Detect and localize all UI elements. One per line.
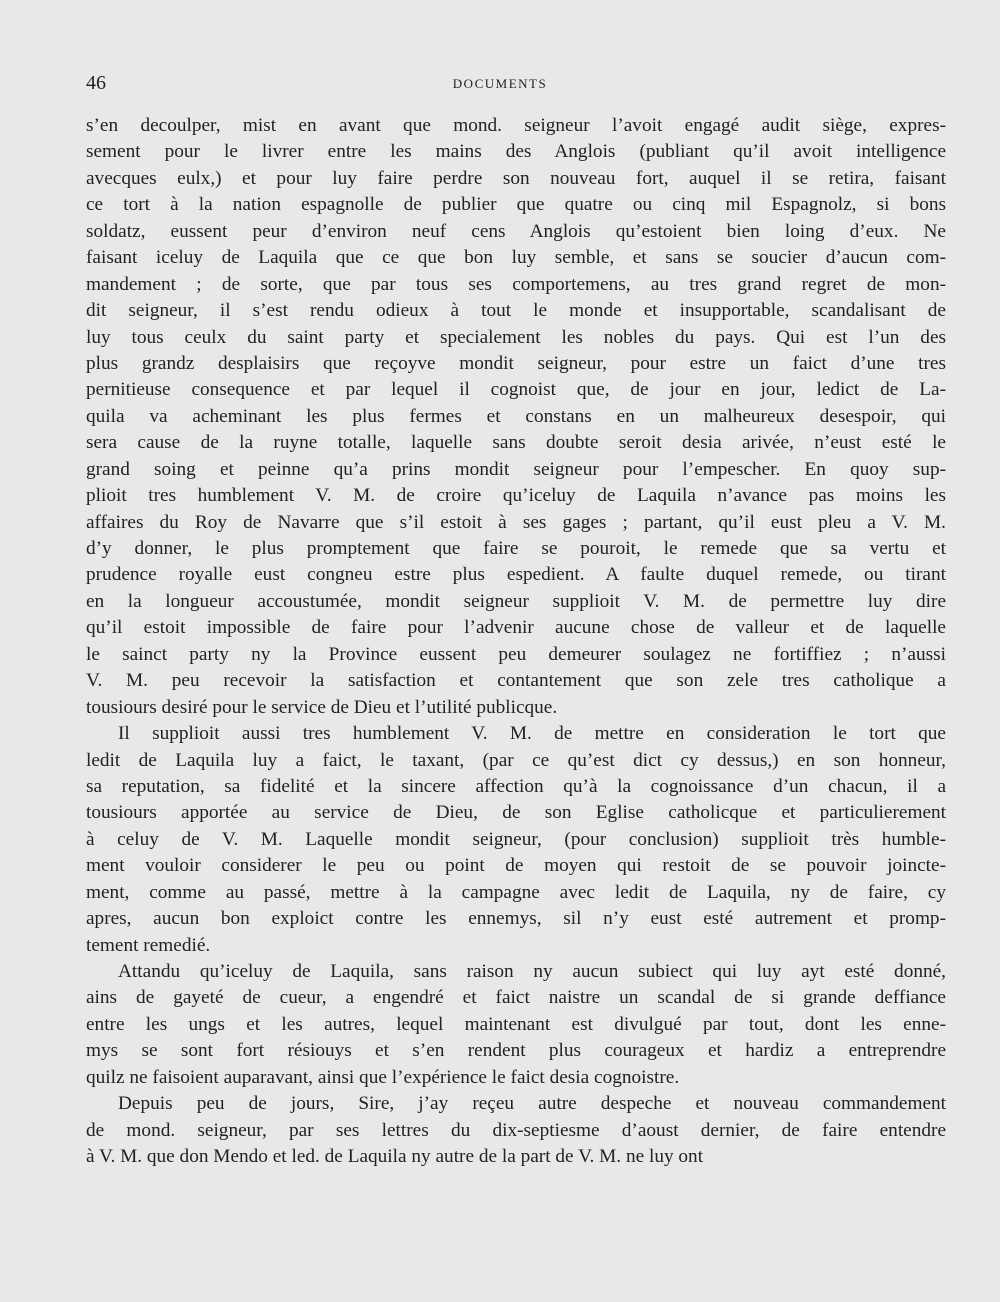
text-line: sement pour le livrer entre les mains des Anglois (publiant qu’il avoit intelligence <box>86 141 946 163</box>
text-line: de mond. seigneur, par ses lettres du dix-septiesme d’aoust dernier, de faire entendre <box>86 1119 946 1141</box>
text-line: plus grandz desplaisirs que reçoyve mondit seigneur, pour estre un faict d’une tres <box>86 352 946 374</box>
text-line: affaires du Roy de Navarre que s’il estoit à ses gages ; partant, qu’il eust pleu a V. M. <box>86 511 946 533</box>
text-line: Attandu qu’iceluy de Laquila, sans raison ny aucun subiect qui luy ayt esté donné, <box>118 961 946 982</box>
text-line: à V. M. que don Mendo et led. de Laquila ny autre de la part de V. M. ne luy ont <box>86 1146 704 1168</box>
text-line: en la longueur accoustumée, mondit seigneur supplioit V. M. de permettre luy dire <box>86 590 946 612</box>
text-line: mys se sont fort résiouys et s’en rendent plus courageux et hardiz a entreprendre <box>86 1040 946 1062</box>
text-line: Il supplioit aussi tres humblement V. M. de mettre en consideration le tort que <box>118 723 946 745</box>
text-line: d’y donner, le plus promptement que faire se pouroit, le remede que sa vertu et <box>86 538 946 559</box>
text-line: Depuis peu de jours, Sire, j’ay reçeu autre despeche et nouveau commandement <box>118 1093 946 1115</box>
text-line: à celuy de V. M. Laquelle mondit seigneur, (pour conclusion) supplioit très humble- <box>86 828 946 850</box>
text-line: tement remedié. <box>86 934 211 956</box>
text-line: prudence royalle eust congneu estre plus espedient. A faulte duquel remede, ou tirant <box>86 564 946 586</box>
text-line: quilz ne faisoient auparavant, ainsi que l’expérience le faict desia cognoistre. <box>86 1066 680 1088</box>
text-line: sa reputation, sa fidelité et la sincere affection qu’à la cognoissance d’un chacun, il a <box>86 775 946 797</box>
text-line: faisant iceluy de Laquila que ce que bon luy semble, et sans se soucier d’aucun com- <box>86 247 946 269</box>
text-line: quila va acheminant les plus fermes et constans en un malheureux desespoir, qui <box>86 405 946 427</box>
text-line: plioit tres humblement V. M. de croire qu’iceluy de Laquila n’avance pas moins les <box>86 485 946 507</box>
text-line: avecques eulx,) et pour luy faire perdre son nouveau fort, auquel il se retira, faisant <box>86 167 946 189</box>
text-line: entre les ungs et les autres, lequel maintenant est divulgué par tout, dont les enne- <box>86 1013 946 1035</box>
text-line: apres, aucun bon exploict contre les ennemys, sil n’y eust esté autrement et promp- <box>86 908 946 930</box>
text-line: s’en decoulper, mist en avant que mond. seigneur l’avoit engagé audit siège, expres- <box>86 115 946 136</box>
text-line: dit seigneur, il s’est rendu odieux à tout le monde et insupportable, scandalisant de <box>86 300 946 322</box>
paragraph <box>86 959 946 1091</box>
page-number: 46 <box>86 72 106 94</box>
text-line: ment, comme au passé, mettre à la campagne avec ledit de Laquila, ny de faire, cy <box>86 881 946 903</box>
text-line: pernitieuse consequence et par lequel il cognoist que, de jour en jour, ledict de La- <box>86 379 946 401</box>
text-line: V. M. peu recevoir la satisfaction et contantement que son zele tres catholique a <box>86 670 946 692</box>
text-line: qu’il estoit impossible de faire pour l’advenir aucune chose de valleur et de laquelle <box>86 617 946 639</box>
text-line: soldatz, eussent peur d’environ neuf cens Anglois qu’estoient bien loing d’eux. Ne <box>86 220 946 242</box>
paragraph <box>86 1091 946 1170</box>
text-line: ce tort à la nation espagnolle de publier que quatre ou cinq mil Espagnolz, si bons <box>86 194 946 216</box>
text-line: ledit de Laquila luy a faict, le taxant, (par ce qu’est dict cy dessus,) en son honneur, <box>86 749 946 771</box>
text-line: ains de gayeté de cueur, a engendré et faict naistre un scandal de si grande deffiance <box>86 987 946 1009</box>
running-head: DOCUMENTS <box>452 76 548 91</box>
text-line: luy tous ceulx du saint party et specialement les nobles du pays. Qui est l’un des <box>86 326 946 348</box>
text-line: mandement ; de sorte, que par tous ses comportemens, au tres grand regret de mon- <box>86 273 946 295</box>
paragraph <box>86 721 946 959</box>
paragraph <box>86 113 946 721</box>
text-line: le sainct party ny la Province eussent peu demeurer soulagez ne fortiffiez ; n’aussi <box>86 643 946 665</box>
text-line: ment vouloir considerer le peu ou point de moyen qui restoit de se pouvoir joincte- <box>86 855 946 877</box>
body-text <box>86 113 946 1171</box>
text-line: tousiours apportée au service de Dieu, de son Eglise catholicque et particulierement <box>86 802 946 824</box>
text-line: grand soing et peinne qu’a prins mondit seigneur pour l’empescher. En quoy sup- <box>86 458 946 480</box>
text-line: tousiours desiré pour le service de Dieu et l’utilité publicque. <box>86 696 558 718</box>
text-line: sera cause de la ruyne totalle, laquelle sans doubte seroit desia arivée, n’eust esté le <box>86 432 946 454</box>
